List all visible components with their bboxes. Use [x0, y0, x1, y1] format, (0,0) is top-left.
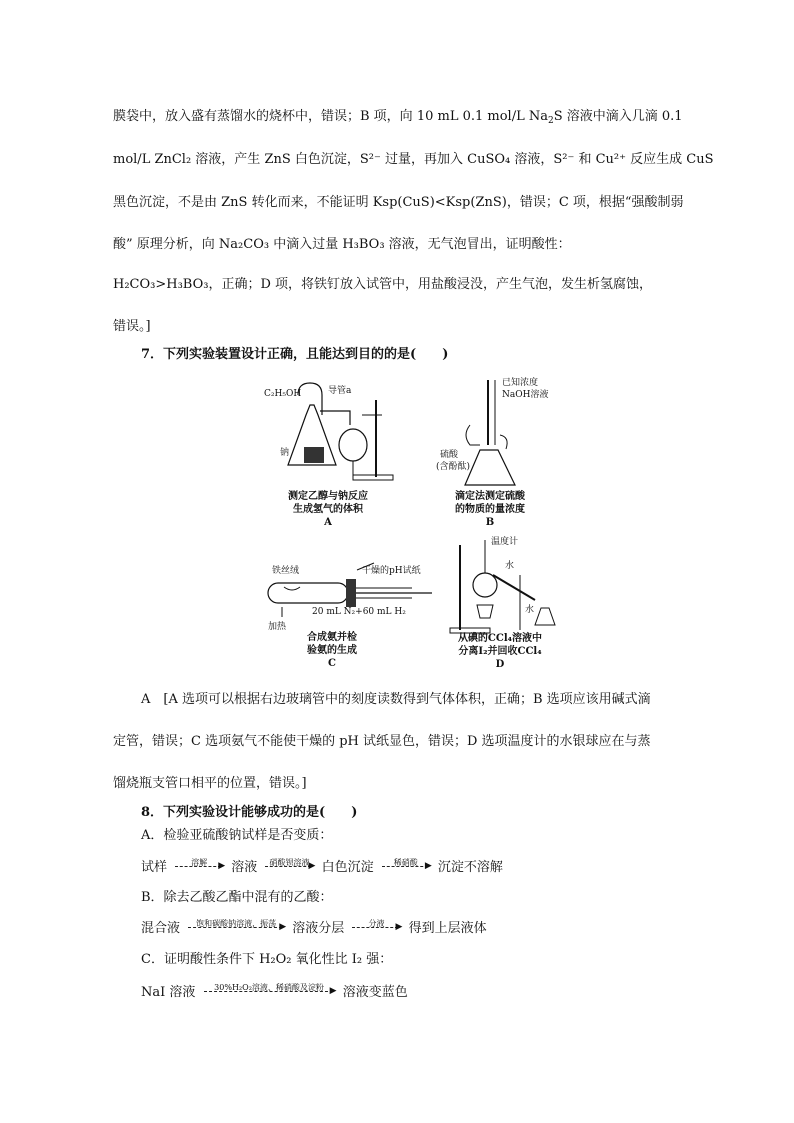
option-b: B．除去乙酸乙酯中混有的乙酸：	[141, 890, 333, 905]
flow-step: 沉淀不溶解	[437, 860, 503, 875]
flow-step: 得到上层液体	[408, 921, 487, 936]
figure-letter: C	[328, 658, 336, 669]
figure-d	[445, 530, 565, 675]
flow-arrow: 分液 ▶	[350, 918, 402, 936]
label-sodium: 钠	[280, 448, 290, 458]
caption-d	[435, 632, 565, 671]
label-ethanol: C₂H₅OH	[264, 389, 302, 399]
figure-c	[262, 555, 442, 670]
caption-line: 测定乙醇与钠反应	[288, 491, 368, 502]
label-phenolphthalein: (含酚酞)	[436, 462, 471, 472]
figure-letter: B	[485, 517, 495, 528]
caption-c	[292, 631, 372, 670]
arrow-label: 溶解	[191, 858, 208, 867]
flow-arrow: 溶解 ▶	[173, 857, 225, 875]
option-c: C．证明酸性条件下 H₂O₂ 氧化性比 I₂ 强：	[141, 952, 393, 967]
label-tube-a: 导管a	[328, 386, 352, 396]
option-a: A．检验亚硫酸钠试样是否变质：	[141, 828, 333, 843]
caption-line: 分离I₂并回收CCl₄	[458, 646, 542, 657]
flow-b	[141, 918, 487, 938]
text-line: 酸” 原理分析，向 Na₂CO₃ 中滴入过量 H₃BO₃ 溶液，无气泡冒出，证明酸性：	[113, 237, 571, 252]
flow-arrow: 稀硝酸 ▶	[380, 857, 432, 875]
answer-7-line: A [A 选项可以根据右边玻璃管中的刻度读数得到气体体积，正确；B 选项应该用碱式滴	[141, 692, 651, 707]
text-line	[113, 108, 683, 130]
label-water-in: 水	[505, 561, 515, 571]
label-dry-ph-paper: 干燥的pH试纸	[362, 566, 421, 576]
arrow-label: 30%H₂O₂溶液、稀硝酸及淀粉	[214, 983, 324, 992]
flow-c	[141, 982, 408, 1002]
flow-step: 溶液分层	[292, 921, 345, 936]
caption-line: 的物质的量浓度	[455, 504, 525, 515]
label-naoh-concentration: 已知浓度	[502, 378, 539, 388]
question-8-stem: 8．下列实验设计能够成功的是( )	[141, 805, 358, 820]
flow-arrow: 30%H₂O₂溶液、稀硝酸及淀粉 ▶	[202, 982, 337, 1000]
arrow-label: 饱和碳酸钠溶液，振荡	[196, 919, 277, 928]
flow-step: NaI 溶液	[141, 985, 196, 1000]
question-7-stem: 7．下列实验装置设计正确，且能达到目的的是( )	[141, 347, 449, 362]
caption-line: 生成氢气的体积	[293, 504, 363, 515]
text-line: H₂CO₃>H₃BO₃，正确；D 项，将铁钉放入试管中，用盐酸浸没，产生气泡，发生析氢腐蚀，	[113, 277, 653, 292]
figure-letter: D	[495, 659, 505, 670]
text-line: mol/L ZnCl₂ 溶液，产生 ZnS 白色沉淀，S²⁻ 过量，再加入 CuSO₄ 溶液，S²⁻ 和 Cu²⁺ 反应生成 CuS	[113, 152, 714, 167]
label-gas-mixture: 20 mL N₂+60 mL H₂	[312, 607, 406, 617]
flow-arrow: 硝酸钡溶液 ▶	[263, 857, 315, 875]
caption-line: 合成氨并检	[307, 632, 357, 643]
label-iron-wool: 铁丝绒	[272, 566, 300, 576]
flow-step: 溶液	[231, 860, 258, 875]
caption-a	[258, 490, 398, 529]
text-segment: S 溶液中滴入几滴 0.1	[553, 109, 683, 124]
label-sulfuric-acid: 硫酸	[440, 450, 459, 460]
figure-letter: A	[324, 517, 332, 528]
flow-step: 白色沉淀	[321, 860, 374, 875]
label-water-out: 水	[525, 605, 535, 615]
answer-7-line: 馏烧瓶支管口相平的位置，错误。]	[113, 776, 307, 791]
figure-a	[258, 375, 398, 528]
text-segment: 膜袋中，放入盛有蒸馏水的烧杯中，错误；B 项，向 10 mL 0.1 mol/L Na	[113, 109, 548, 124]
flow-a	[141, 857, 503, 877]
caption-b	[440, 490, 540, 529]
subscript: 2	[547, 116, 554, 126]
label-heat: 加热	[268, 622, 287, 632]
flow-step: 混合液	[141, 921, 181, 936]
caption-line: 滴定法测定硫酸	[455, 491, 525, 502]
caption-line: 验氨的生成	[307, 645, 357, 656]
arrow-label: 硝酸钡溶液	[269, 858, 310, 867]
text-line: 黑色沉淀，不是由 ZnS 转化而来，不能证明 Ksp(CuS)<Ksp(ZnS)，错误；C 项，根据“强酸制弱	[113, 195, 684, 210]
flow-step: 溶液变蓝色	[342, 985, 408, 1000]
text-line: 错误。]	[113, 319, 151, 334]
arrow-label: 稀硝酸	[393, 858, 418, 867]
figure-b	[436, 375, 560, 528]
caption-line: 从碘的CCl₄溶液中	[457, 633, 543, 644]
label-thermometer: 温度计	[491, 537, 519, 547]
flow-step: 试样	[141, 860, 168, 875]
label-naoh-solution: NaOH溶液	[502, 390, 549, 400]
answer-7-line: 定管，错误；C 选项氨气不能使干燥的 pH 试纸显色，错误；D 选项温度计的水银球应在与蒸	[113, 734, 651, 749]
flow-arrow: 饱和碳酸钠溶液，振荡 ▶	[186, 918, 286, 936]
arrow-label: 分液	[368, 919, 385, 928]
